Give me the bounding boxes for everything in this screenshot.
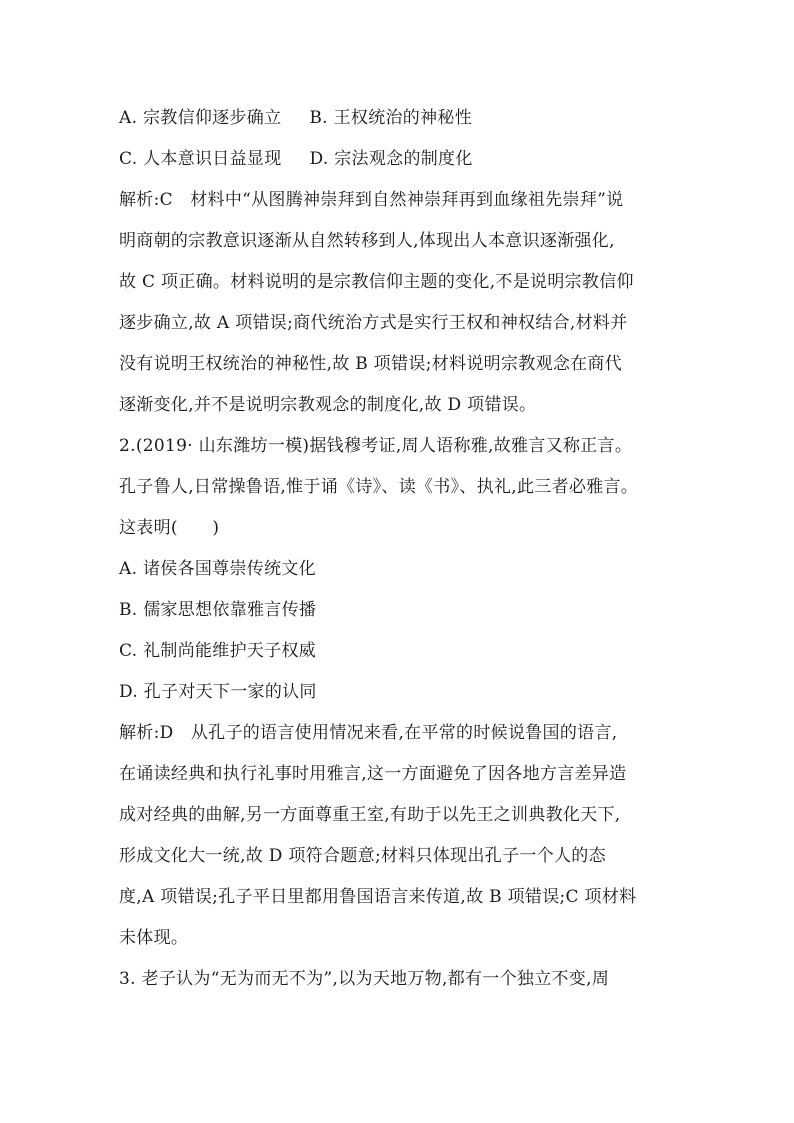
q2-stem-line: 2.(2019· 山东潍坊一模)据钱穆考证,周人语称雅,故雅言又称正言。	[119, 436, 633, 456]
q2-option-a: A. 诸侯各国尊崇传统文化	[119, 559, 316, 579]
q2-stem-line: 这表明( )	[119, 518, 220, 538]
q1-analysis-line: 明商朝的宗教意识逐渐从自然转移到人,体现出人本意识逐渐强化,	[119, 231, 615, 251]
q2-analysis-line: 未体现。	[119, 928, 189, 948]
q2-analysis-line: 在诵读经典和执行礼事时用雅言,这一方面避免了因各地方言差异造	[119, 764, 627, 784]
q1-options-row-1	[119, 103, 679, 133]
q1-analysis-line: 解析:C 材料中“从图腾神崇拜到自然神崇拜再到血缘祖先崇拜”说	[119, 190, 624, 210]
q1-analysis-line: 逐步确立,故 A 项错误;商代统治方式是实行王权和神权结合,材料并	[119, 313, 628, 333]
q1-option-c: C. 人本意识日益显现	[119, 149, 282, 169]
q2-analysis-line: 度,A 项错误;孔子平日里都用鲁国语言来传道,故 B 项错误;C 项材料	[119, 887, 637, 907]
q1-analysis-line: 没有说明王权统治的神秘性,故 B 项错误;材料说明宗教观念在商代	[119, 354, 623, 374]
q3-stem-line: 3. 老子认为“无为而无不为”,以为天地万物,都有一个独立不变,周	[119, 969, 610, 989]
q2-option-b: B. 儒家思想依靠雅言传播	[119, 600, 317, 620]
q2-analysis-line: 形成文化大一统,故 D 项符合题意;材料只体现出孔子一个人的态	[119, 846, 606, 866]
q1-analysis-line: 故 C 项正确。材料说明的是宗教信仰主题的变化,不是说明宗教信仰	[119, 272, 634, 292]
q2-option-d: D. 孔子对天下一家的认同	[119, 682, 317, 702]
q1-option-a: A. 宗教信仰逐步确立	[119, 108, 282, 128]
q1-options-row-2	[119, 144, 679, 174]
q2-analysis-line: 解析:D 从孔子的语言使用情况来看,在平常的时候说鲁国的语言,	[119, 723, 618, 743]
q2-stem-line: 孔子鲁人,日常操鲁语,惟于诵《诗》、读《书》、执礼,此三者必雅言。	[119, 477, 639, 497]
q1-analysis-line: 逐渐变化,并不是说明宗教观念的制度化,故 D 项错误。	[119, 395, 537, 415]
q1-option-d: D. 宗法观念的制度化	[309, 149, 473, 169]
q2-analysis-line: 成对经典的曲解,另一方面尊重王室,有助于以先王之训典教化天下,	[119, 805, 621, 825]
q1-option-b: B. 王权统治的神秘性	[309, 108, 472, 128]
q2-option-c: C. 礼制尚能维护天子权威	[119, 641, 317, 661]
